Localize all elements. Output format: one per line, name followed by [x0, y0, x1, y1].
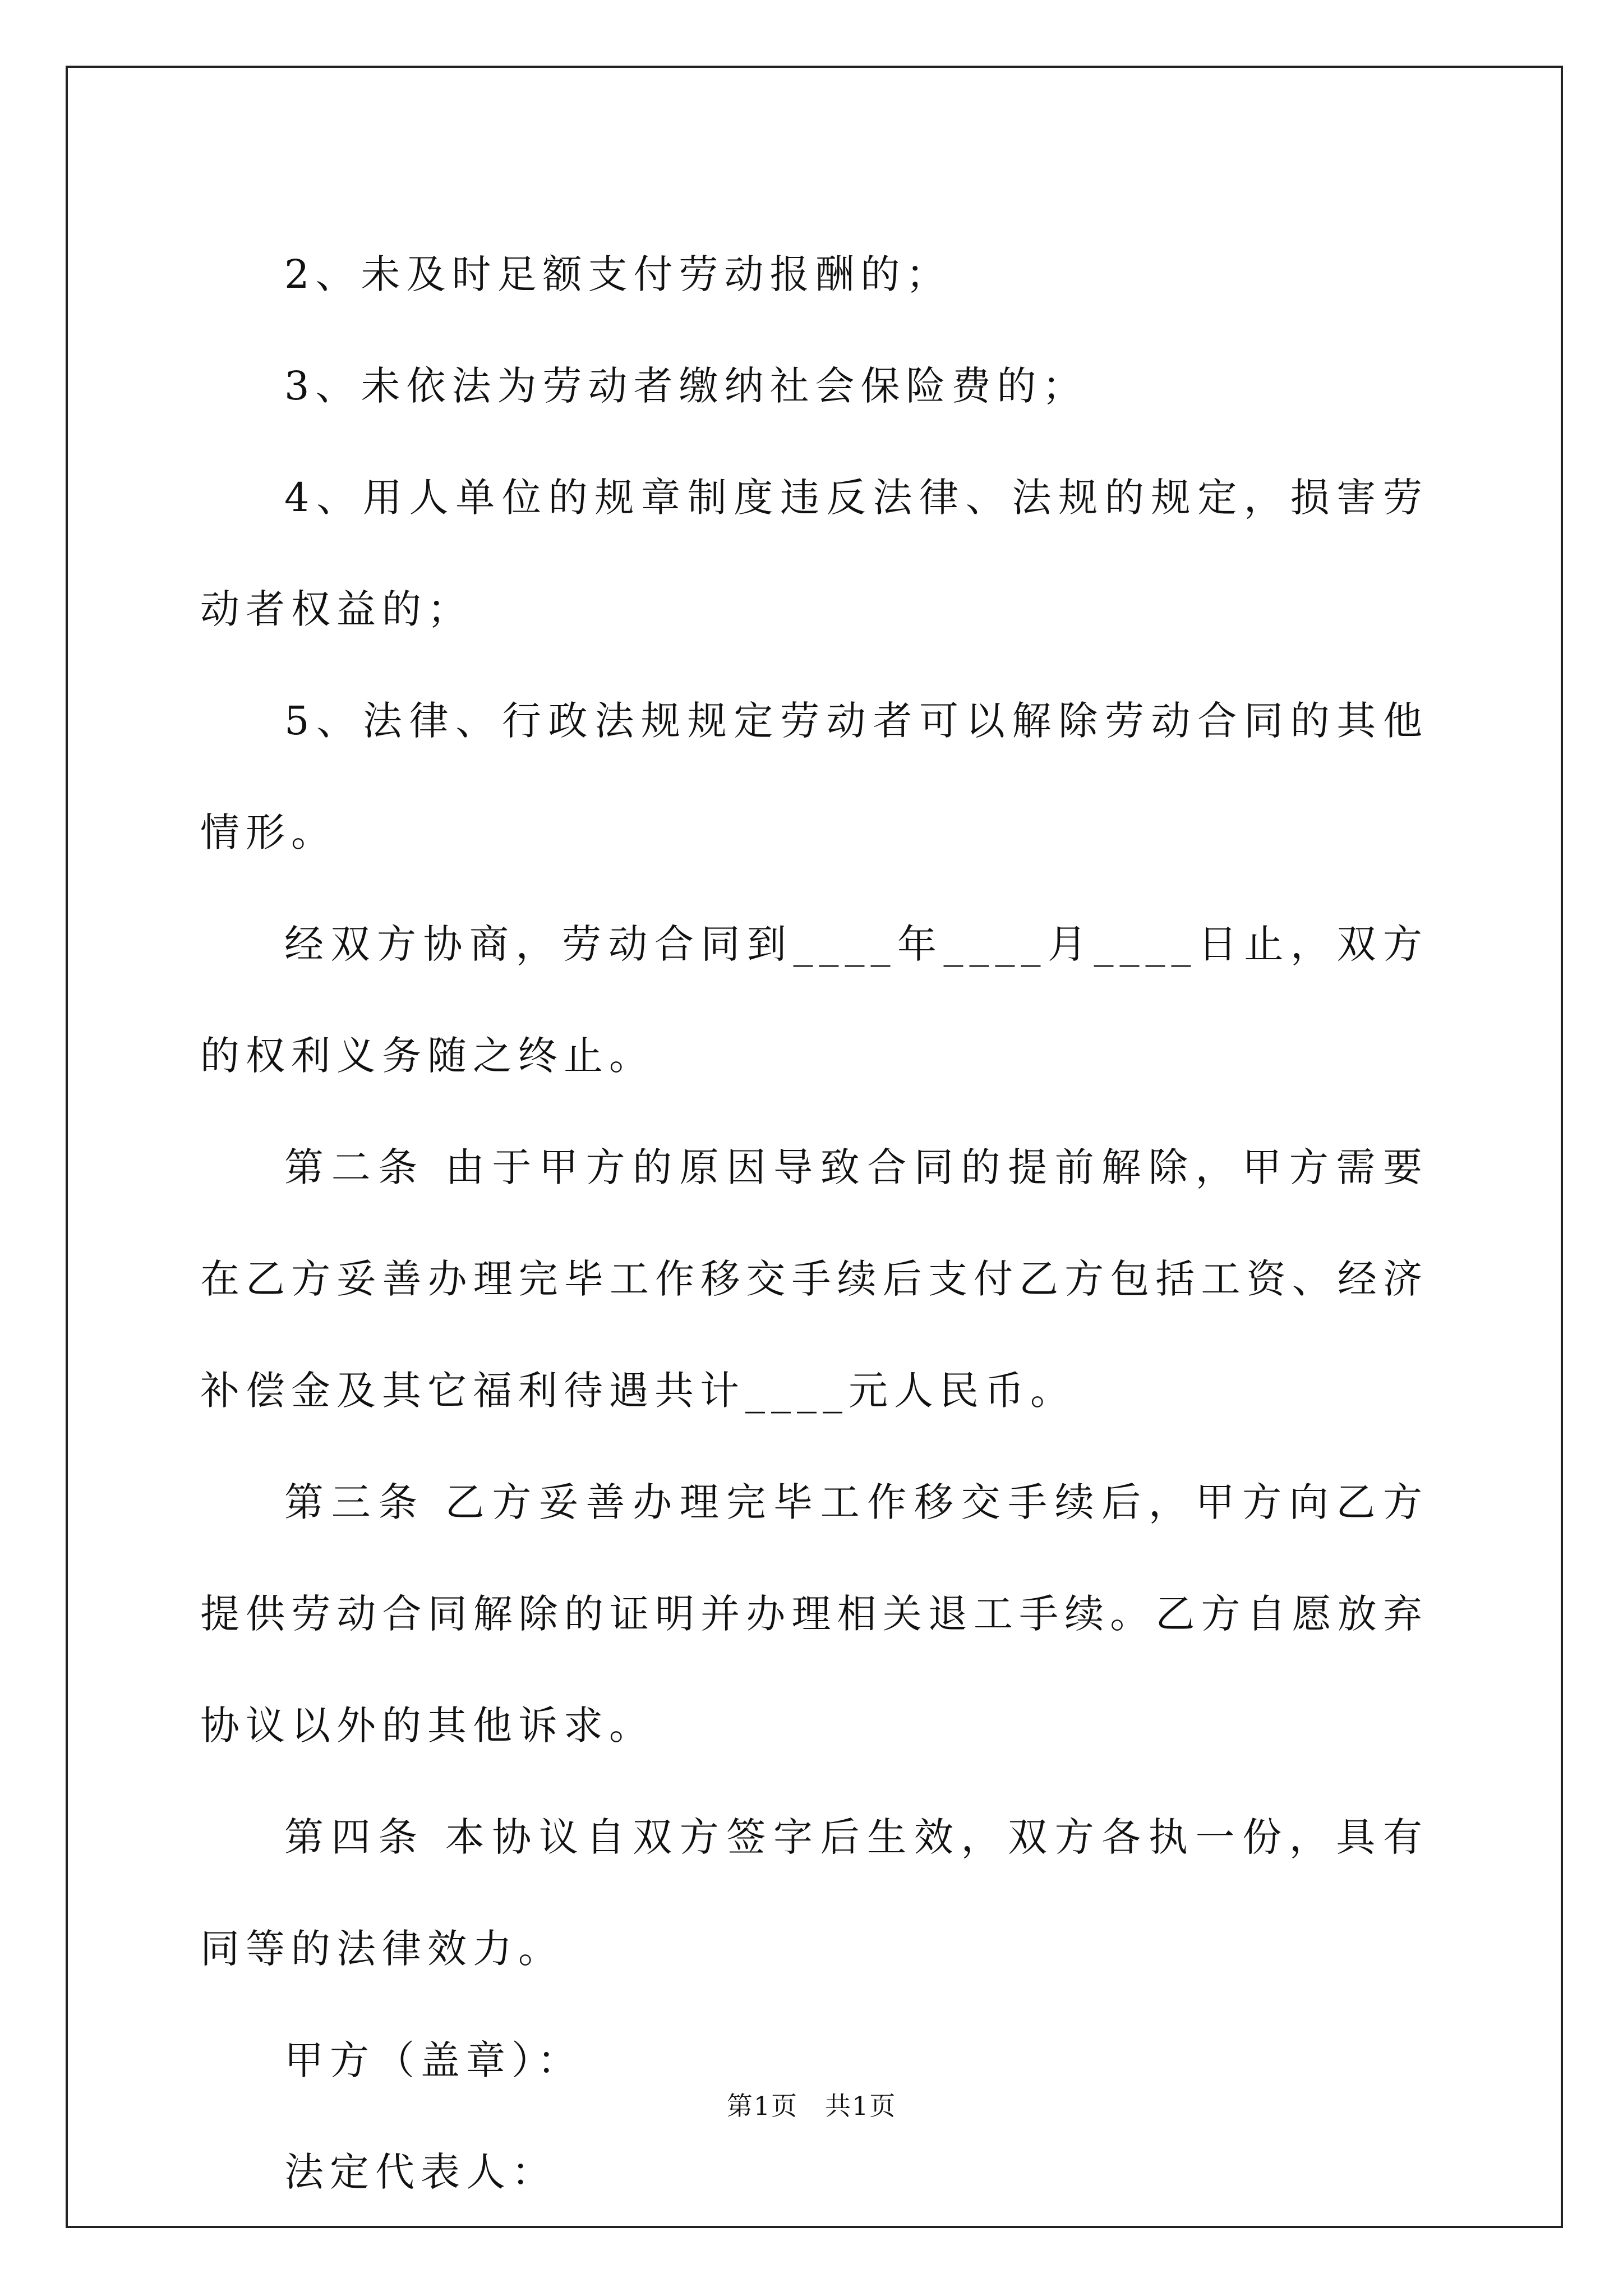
legal-representative-line: 法定代表人：	[284, 2149, 557, 2195]
page-number-footer: 第1页 共1页	[726, 2091, 897, 2121]
termination-date-paragraph: 经双方协商，劳动合同到____年____月____日止，双方的权利义务随之终止。	[200, 921, 1428, 1079]
item-unpaid-wages: 2、未及时足额支付劳动报酬的；	[284, 251, 952, 297]
item-no-social-insurance: 3、未依法为劳动者缴纳社会保险费的；	[284, 363, 1088, 409]
party-a-seal-line: 甲方（盖章）：	[284, 2037, 583, 2083]
article-three: 第三条 乙方妥善办理完毕工作移交手续后，甲方向乙方提供劳动合同解除的证明并办理相关退工手续。乙方自愿放弃协议以外的其他诉求。	[200, 1479, 1428, 1749]
document-body	[200, 219, 1428, 2228]
article-two: 第二条 由于甲方的原因导致合同的提前解除，甲方需要在乙方妥善办理完毕工作移交手续后支付乙方包括工资、经济补偿金及其它福利待遇共计____元人民币。	[200, 1144, 1428, 1414]
article-four: 第四条 本协议自双方签字后生效，双方各执一份，具有同等的法律效力。	[200, 1814, 1428, 1972]
item-illegal-rules: 4、用人单位的规章制度违反法律、法规的规定，损害劳动者权益的；	[200, 475, 1428, 632]
item-other-circumstances: 5、法律、行政法规规定劳动者可以解除劳动合同的其他情形。	[200, 698, 1428, 855]
